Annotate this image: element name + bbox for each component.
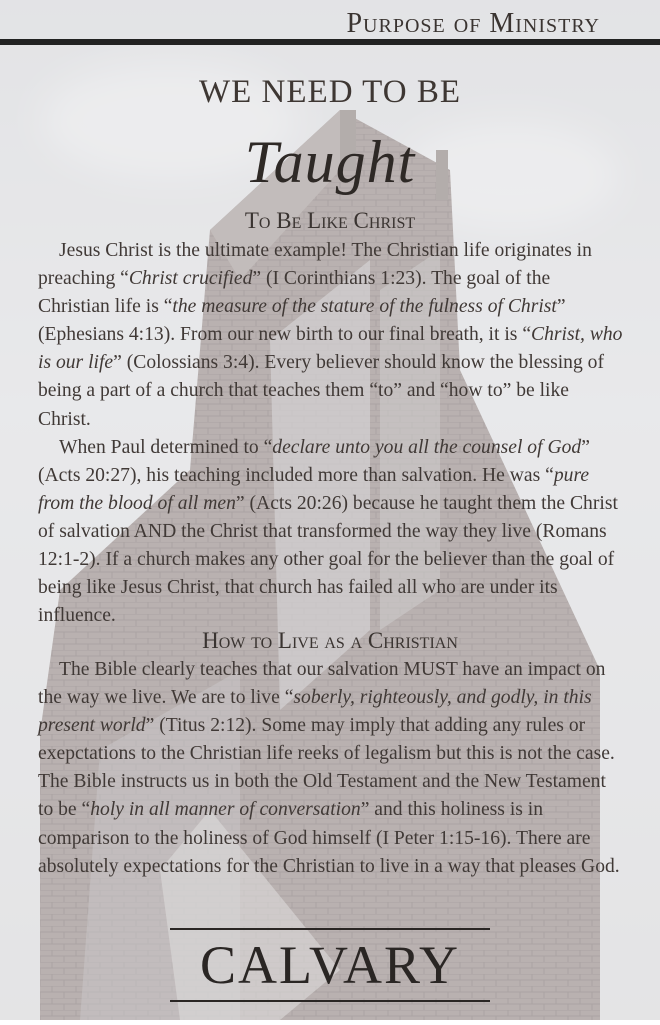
header-rule [0, 39, 660, 45]
logo-wordmark: CALVARY [199, 935, 461, 995]
section-body-like-christ [38, 237, 626, 630]
calvary-logo [170, 928, 490, 1004]
paragraph: When Paul determined to “declare unto you all the counsel of God” (Acts 20:27), his teaching included more than salvation. He was “pure from the blood of all men” (Acts 20:26) because he taught them the Christ of salvation AND the Christ that transformed the way they live (Romans 12:1-2). If a church makes any other goal for the believer than the goal of being like Jesus Christ, that church has failed all who are under its influence. [38, 436, 618, 627]
paragraph: The Bible clearly teaches that our salvation MUST have an impact on the way we live. We are to live “soberly, righteously, and godly, in this present world” (Titus 2:12). Some may imply that adding any rules or exepctations to the Christian life reeks of legalism but this is not the case. The Bible instructs us in both the Old Testament and the New Testament to be “holy in all manner of conversation” and this holiness is in comparison to the holiness of God himself (I Peter 1:15-16). There are absolutely expectations for the Christian to live in a way that pleases God. [38, 659, 620, 877]
paragraph: Jesus Christ is the ultimate example! The Christian life originates in preaching “Christ crucified” (I Corinthians 1:23). The goal of the Christian life is “the measure of the stature of the fulness of Christ” (Ephesians 4:13). From our new birth to our final breath, it is “Christ, who is our life” (Colossians 3:4). Every believer should know the blessing of being a part of a church that teaches them “to” and “how to” be like Christ. [38, 240, 623, 430]
section-heading-live-as-christian: How to Live as a Christian [202, 628, 458, 653]
hero-lead: WE NEED TO BE [199, 74, 461, 110]
page-title: Purpose of Ministry [346, 8, 600, 39]
logo-bottom-rule [170, 1000, 490, 1002]
section-heading-like-christ: To Be Like Christ [244, 208, 416, 233]
section-body-live-as-christian [38, 656, 626, 881]
hero-script-word: Taught [244, 129, 416, 195]
logo-top-rule [170, 928, 490, 930]
